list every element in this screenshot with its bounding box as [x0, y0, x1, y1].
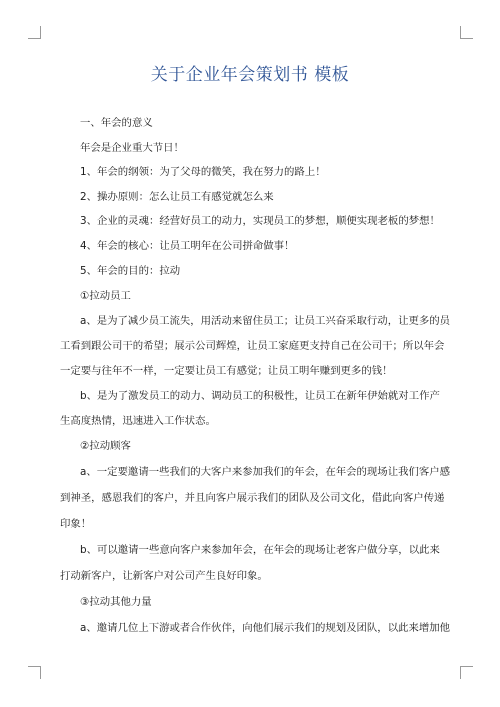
section-heading: 一、年会的意义 [80, 117, 153, 129]
list-item: 2、操办原则：怎么让员工有感觉就怎么来 [80, 191, 274, 203]
crop-mark-top-right [460, 26, 473, 39]
paragraph-line: 工看到跟公司干的希望；展示公司辉煌，让员工家庭更支持自己在公司干；所以年会 [60, 340, 445, 352]
list-item: 3、企业的灵魂：经营好员工的动力，实现员工的梦想，顺便实现老板的梦想！ [80, 215, 440, 227]
paragraph-line: a、一定要邀请一些我们的大客户来参加我们的年会，在年会的现场让我们客户感 [80, 466, 451, 478]
document-title: 关于企业年会策划书 模板 [150, 65, 350, 85]
crop-mark-top-left [28, 26, 41, 39]
subsection-heading: ①拉动员工 [80, 290, 131, 302]
paragraph-line: a、是为了减少员工流失，用活动来留住员工；让员工兴奋采取行动，让更多的员 [80, 315, 451, 327]
subsection-heading: ③拉动其他力量 [80, 596, 152, 608]
list-item: 1、年会的纲领：为了父母的微笑，我在努力的路上！ [80, 166, 326, 178]
list-item: 5、年会的目的：拉动 [80, 265, 181, 277]
paragraph-line: a、邀请几位上下游或者合作伙伴，向他们展示我们的规划及团队，以此来增加他 [80, 622, 451, 634]
crop-mark-bottom-right [460, 666, 473, 679]
paragraph-line: 年会是企业重大节日！ [80, 142, 184, 154]
subsection-heading: ②拉动顾客 [80, 440, 131, 452]
paragraph-line: 到神圣，感恩我们的客户，并且向客户展示我们的团队及公司文化，借此向客户传递 [60, 492, 445, 504]
paragraph-line: b、可以邀请一些意向客户来参加年会，在年会的现场让老客户做分享，以此来 [80, 544, 440, 556]
paragraph-line: 一定要与往年不一样，一定要让员工有感觉；让员工明年赚到更多的钱！ [60, 365, 393, 377]
crop-mark-bottom-left [28, 666, 41, 679]
list-item: 4、年会的核心：让员工明年在公司拼命做事！ [80, 240, 295, 252]
paragraph-line: 印象！ [60, 518, 92, 530]
paragraph-line: 生高度热情，迅速进入工作状态。 [60, 415, 216, 427]
paragraph-line: 打动新客户，让新客户对公司产生良好印象。 [60, 570, 268, 582]
paragraph-line: b、是为了激发员工的动力、调动员工的积极性，让员工在新年伊始就对工作产 [80, 390, 440, 402]
